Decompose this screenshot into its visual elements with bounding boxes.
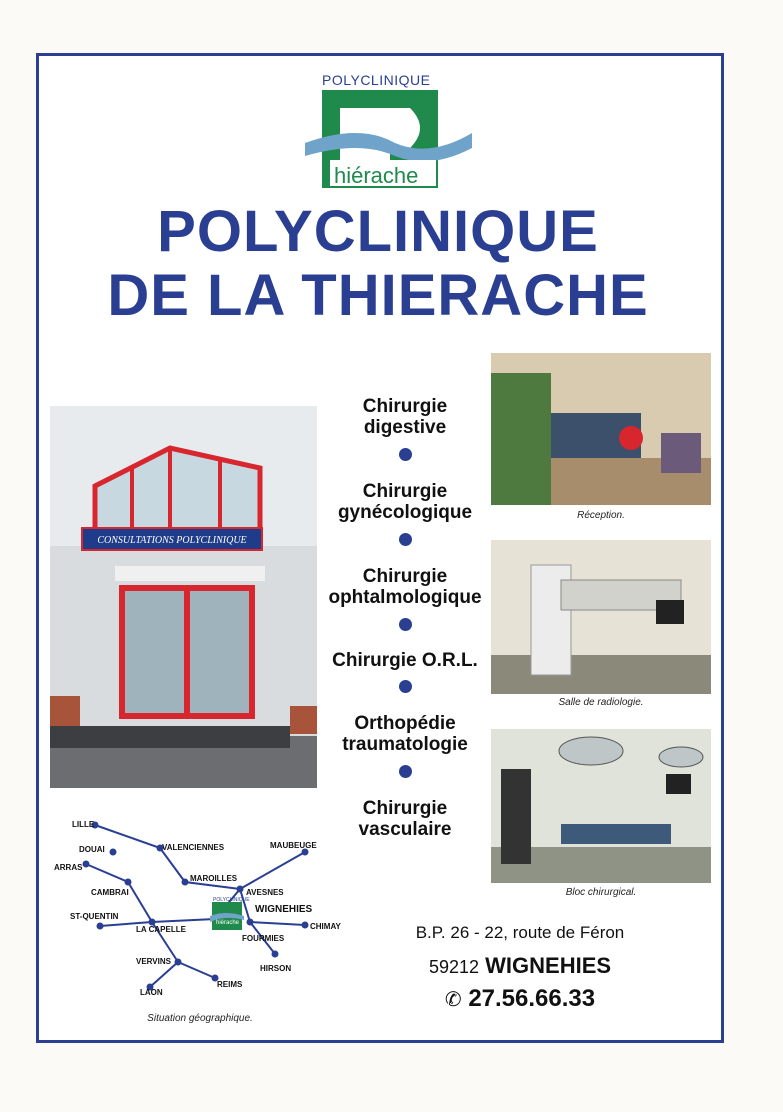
surgery-photo xyxy=(491,729,711,883)
specialty-digestive: Chirurgie digestive xyxy=(362,396,448,438)
city-laon: LAON xyxy=(140,988,163,997)
city-la-capelle: LA CAPELLE xyxy=(136,925,186,934)
radiology-caption: Salle de radiologie. xyxy=(558,697,644,708)
city-chimay: CHIMAY xyxy=(310,922,341,931)
title-line2: DE LA THIERACHE xyxy=(107,263,649,328)
surgery-caption: Bloc chirurgical. xyxy=(565,887,637,898)
map-logo-small: POLYCLINIQUE xyxy=(213,897,250,903)
postcode: 59212 xyxy=(428,957,480,977)
bullet-dot xyxy=(399,680,412,693)
city-reims: REIMS xyxy=(217,980,243,989)
address-line2 xyxy=(390,953,650,979)
reception-caption: Réception. xyxy=(577,510,625,521)
logo-word: hiérache xyxy=(334,163,419,188)
city-st-quentin: ST-QUENTIN xyxy=(70,912,119,921)
phone-icon: ✆ xyxy=(444,989,462,1011)
building-photo xyxy=(50,406,317,788)
specialty-orthopedie: Orthopédie traumatologie xyxy=(342,713,468,755)
building-illustration xyxy=(50,406,317,788)
specialty-orl: Chirurgie O.R.L. xyxy=(332,650,478,671)
logo-small-text: POLYCLINIQUE xyxy=(322,72,431,88)
city-lille: LILLE xyxy=(72,820,95,829)
city-douai: DOUAI xyxy=(79,845,105,854)
map-logo-word: hiérache xyxy=(216,920,240,926)
polyclinique-logo xyxy=(300,88,480,190)
address-line1: B.P. 26 - 22, route de Féron xyxy=(415,923,625,942)
bullet-dot xyxy=(399,448,412,461)
phone-line xyxy=(390,985,650,1013)
city-hirson: HIRSON xyxy=(260,964,292,973)
bullet-dot xyxy=(399,618,412,631)
city-maubeuge: MAUBEUGE xyxy=(270,841,317,850)
phone-number: 27.56.66.33 xyxy=(468,985,596,1012)
city-fourmies: FOURMIES xyxy=(242,934,285,943)
title-line1: POLYCLINIQUE xyxy=(157,199,599,264)
specialty-ophtalmologique: Chirurgie ophtalmologique xyxy=(328,566,482,608)
city-maroilles: MAROILLES xyxy=(190,874,238,883)
reception-photo xyxy=(491,353,711,505)
map-caption: Situation géographique. xyxy=(147,1013,253,1024)
city-cambrai: CAMBRAI xyxy=(91,888,129,897)
specialty-vasculaire: Chirurgie vasculaire xyxy=(358,798,452,840)
bullet-dot xyxy=(399,533,412,546)
city-wignehies: WIGNEHIES xyxy=(255,904,313,915)
bullet-dot xyxy=(399,765,412,778)
radiology-photo xyxy=(491,540,711,694)
building-sign: CONSULTATIONS POLYCLINIQUE xyxy=(97,535,247,546)
city-vervins: VERVINS xyxy=(136,957,171,966)
city-arras: ARRAS xyxy=(54,863,83,872)
city-avesnes: AVESNES xyxy=(246,888,284,897)
specialty-gynecologique: Chirurgie gynécologique xyxy=(337,481,473,523)
town: WIGNEHIES xyxy=(485,953,612,978)
city-valenciennes: VALENCIENNES xyxy=(162,843,225,852)
